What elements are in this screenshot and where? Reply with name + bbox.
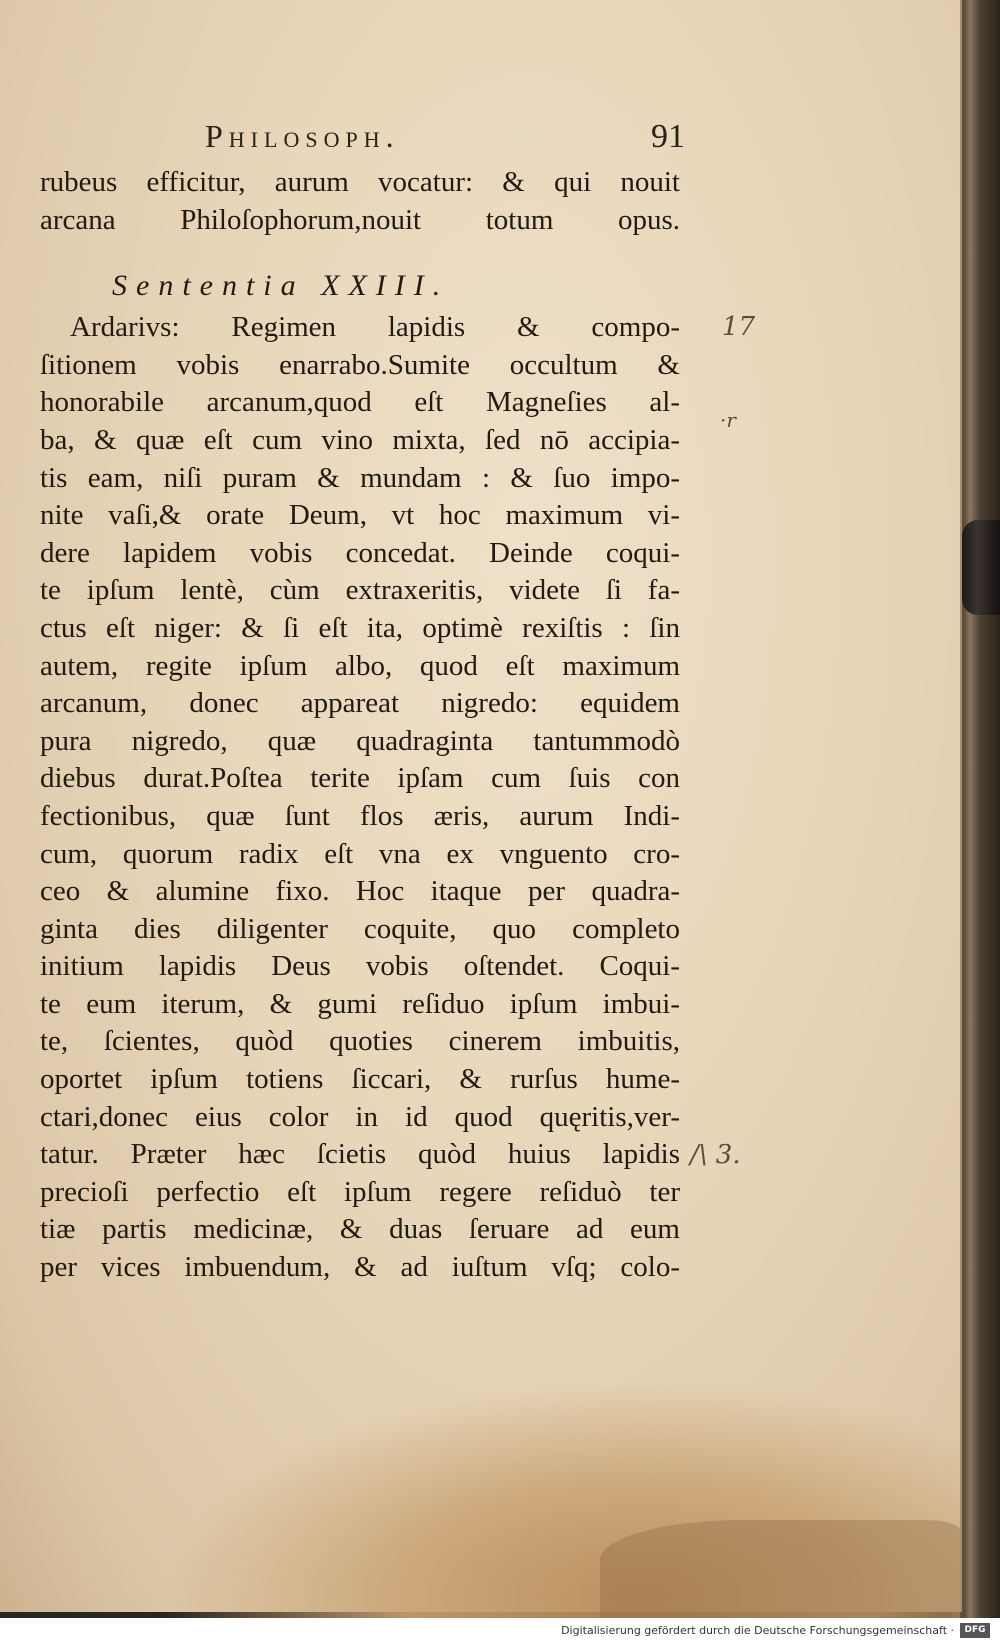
margin-note: /\ 3. — [690, 1140, 741, 1170]
text-block — [40, 164, 680, 1287]
text-line: oportet ipſum totiens ſiccari, & rurſus hume- — [40, 1063, 680, 1096]
text-line: nite vaſi,& orate Deum, vt hoc maximum vi- — [40, 499, 680, 532]
digitization-credit: Digitalisierung gefördert durch die Deutsche Forschungsgemeinschaft · — [561, 1624, 954, 1637]
text-line: Ardarivs: Regimen lapidis & compo- — [70, 311, 680, 344]
running-head-title: Philosoph. — [205, 118, 400, 154]
text-line: te, ſcientes, quòd quoties cinerem imbuitis, — [40, 1025, 680, 1058]
text-line: arcana Philoſophorum,nouit totum opus. — [40, 203, 680, 236]
text-line: te eum iterum, & gumi reſiduo ipſum imbui- — [40, 987, 680, 1020]
text-line: arcanum, donec appareat nigredo: equidem — [40, 687, 680, 720]
text-line: ſitionem vobis enarrabo.Sumite occultum & — [40, 348, 680, 381]
text-line: precioſi perfectio eſt ipſum regere reſiduò ter — [40, 1175, 680, 1208]
text-line: te ipſum lentè, cùm extraxeritis, videte ſi fa- — [40, 574, 680, 607]
text-line: tis eam, niſi puram & mundam : & ſuo impo- — [40, 461, 680, 494]
text-line: diebus durat.Poſtea terite ipſam cum ſuis con — [40, 762, 680, 795]
text-line: ctari,donec eius color in id quod quęritis,ver- — [40, 1100, 680, 1133]
book-clasp — [962, 520, 1000, 615]
text-line: per vices imbuendum, & ad iuſtum vſq; colo- — [40, 1251, 680, 1284]
text-line: fectionibus, quæ ſunt flos æris, aurum Indi- — [40, 799, 680, 832]
dfg-logo: DFG — [960, 1623, 990, 1638]
text-line: honorabile arcanum,quod eſt Magneſies al- — [40, 386, 680, 419]
text-line: dere lapidem vobis concedat. Deinde coqui- — [40, 536, 680, 569]
text-line: tatur. Præter hæc ſcietis quòd huius lapidis — [40, 1138, 680, 1171]
water-stain-dark — [600, 1520, 960, 1618]
text-line: pura nigredo, quæ quadraginta tantummodò — [40, 724, 680, 757]
footer-bar — [0, 1618, 1000, 1646]
text-line: ba, & quæ eſt cum vino mixta, ſed nō accipia- — [40, 423, 680, 456]
text-line: cum, quorum radix eſt vna ex vnguento cro- — [40, 837, 680, 870]
text-line: rubeus efficitur, aurum vocatur: & qui nouit — [40, 166, 680, 198]
text-line: ctus eſt niger: & ſi eſt ita, optimè rexiſtis : ſin — [40, 611, 680, 644]
text-line: autem, regite ipſum albo, quod eſt maximum — [40, 649, 680, 682]
running-head — [205, 118, 685, 168]
section-heading: Sententia XXIII. — [112, 269, 450, 303]
text-line: tiæ partis medicinæ, & duas ſeruare ad eum — [40, 1213, 680, 1246]
margin-note: 17 — [722, 312, 756, 342]
text-line: initium lapidis Deus vobis oſtendet. Coqui- — [40, 950, 680, 983]
text-line: ceo & alumine fixo. Hoc itaque per quadra- — [40, 875, 680, 908]
margin-note: ·r — [720, 408, 736, 432]
folio-number: 91 — [651, 118, 685, 155]
text-line: ginta dies diligenter coquite, quo completo — [40, 912, 680, 945]
